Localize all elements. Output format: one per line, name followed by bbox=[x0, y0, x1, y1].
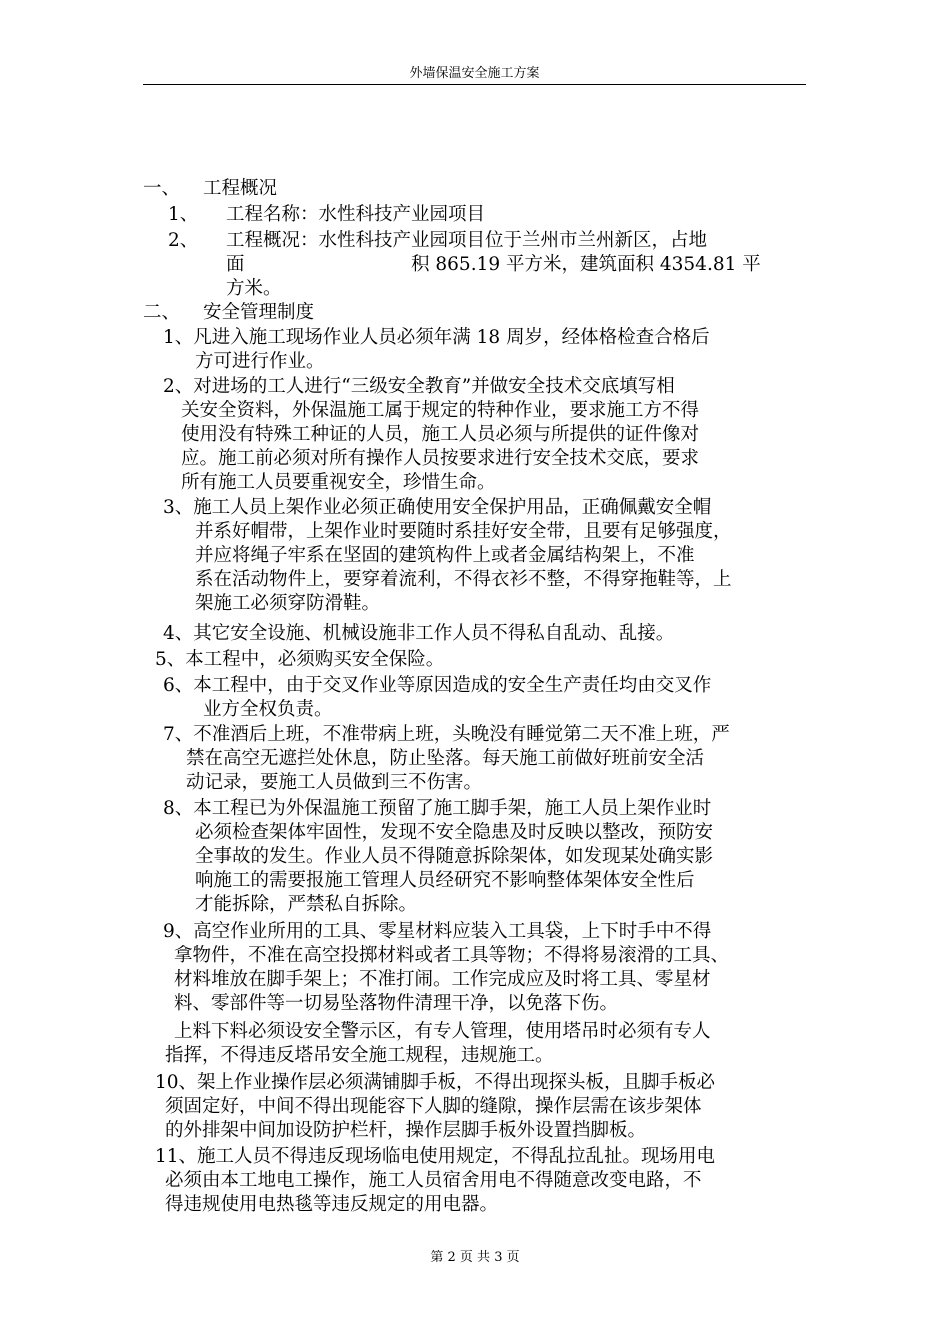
rule-9-line-1: 9、高空作业所用的工具、零星材料应装入工具袋，上下时手中不得 bbox=[163, 921, 712, 942]
rule-4-line-1: 4、其它安全设施、机械设施非工作人员不得私自乱动、乱接。 bbox=[163, 623, 675, 644]
rule-10-line-2: 须固定好，中间不得出现能容下人脚的缝隙，操作层需在该步架体 bbox=[165, 1096, 702, 1117]
s1-item-2-line-3: 方米。 bbox=[226, 278, 282, 299]
rule-8-line-2: 必须检查架体牢固性，发现不安全隐患及时反映以整改，预防安 bbox=[195, 822, 714, 843]
rule-9-line-5: 上料下料必须设安全警示区，有专人管理，使用塔吊时必须有专人 bbox=[174, 1021, 711, 1042]
s1-item-2-line-1: 工程概况：水性科技产业园项目位于兰州市兰州新区，占地 bbox=[226, 230, 708, 251]
section-1-heading: 工程概况 bbox=[203, 178, 278, 199]
rule-7-line-3: 动记录，要施工人员做到三不伤害。 bbox=[186, 772, 483, 793]
rule-9-line-2: 拿物件，不准在高空投掷材料或者工具等物；不得将易滚滑的工具、 bbox=[174, 945, 730, 966]
s1-item-2-line-2b: 积 865.19 平方米，建筑面积 4354.81 平 bbox=[411, 254, 761, 275]
rule-11-line-2: 必须由本工地电工操作，施工人员宿舍用电不得随意改变电路，不 bbox=[165, 1170, 702, 1191]
rule-8-line-1: 8、本工程已为外保温施工预留了施工脚手架，施工人员上架作业时 bbox=[163, 798, 712, 819]
page-footer: 第 2 页 共 3 页 bbox=[430, 1250, 520, 1265]
rule-3-line-2: 并系好帽带，上架作业时要随时系挂好安全带，且要有足够强度， bbox=[195, 521, 732, 542]
rule-7-line-1: 7、不准酒后上班，不准带病上班，头晚没有睡觉第二天不准上班，严 bbox=[163, 724, 730, 745]
rule-11-line-3: 得违规使用电热毯等违反规定的用电器。 bbox=[165, 1194, 499, 1215]
rule-5-line-1: 5、本工程中，必须购买安全保险。 bbox=[155, 649, 445, 670]
s1-item-2-number: 2、 bbox=[168, 230, 199, 251]
rule-1-line-1: 1、凡进入施工现场作业人员必须年满 18 周岁，经体格检查合格后 bbox=[163, 327, 710, 348]
rule-2-line-4: 应。施工前必须对所有操作人员按要求进行安全技术交底，要求 bbox=[181, 448, 700, 469]
s1-item-2-line-2a: 面 bbox=[226, 254, 245, 275]
rule-1-line-2: 方可进行作业。 bbox=[195, 351, 325, 372]
rule-6-line-2: 业方全权负责。 bbox=[203, 699, 333, 720]
rule-3-line-1: 3、施工人员上架作业必须正确使用安全保护用品，正确佩戴安全帽 bbox=[163, 497, 712, 518]
rule-9-line-4: 料、零部件等一切易坠落物件清理干净，以免落下伤。 bbox=[174, 993, 619, 1014]
rule-3-line-3: 并应将绳子牢系在坚固的建筑构件上或者金属结构架上，不准 bbox=[195, 545, 695, 566]
rule-2-line-3: 使用没有特殊工种证的人员，施工人员必须与所提供的证件像对 bbox=[181, 424, 700, 445]
rule-6-line-1: 6、本工程中，由于交叉作业等原因造成的安全生产责任均由交叉作 bbox=[163, 675, 712, 696]
section-2-heading: 安全管理制度 bbox=[203, 302, 315, 323]
s1-item-1-number: 1、 bbox=[168, 204, 199, 225]
rule-2-line-2: 关安全资料，外保温施工属于规定的特种作业，要求施工方不得 bbox=[181, 400, 700, 421]
rule-9-line-3: 材料堆放在脚手架上；不准打闹。工作完成应及时将工具、零星材 bbox=[174, 969, 711, 990]
rule-8-line-3: 全事故的发生。作业人员不得随意拆除架体，如发现某处确实影 bbox=[195, 846, 714, 867]
rule-8-line-4: 响施工的需要报施工管理人员经研究不影响整体架体安全性后 bbox=[195, 870, 695, 891]
rule-3-line-4: 系在活动物件上，要穿着流利，不得衣衫不整，不得穿拖鞋等，上 bbox=[195, 569, 732, 590]
rule-7-line-2: 禁在高空无遮拦处休息，防止坠落。每天施工前做好班前安全活 bbox=[186, 748, 705, 769]
section-2-number: 二、 bbox=[143, 302, 181, 323]
running-header: 外墙保温安全施工方案 bbox=[409, 66, 540, 81]
section-1-number: 一、 bbox=[143, 178, 181, 199]
s1-item-1-text: 工程名称：水性科技产业园项目 bbox=[226, 204, 486, 225]
rule-8-line-5: 才能拆除，严禁私自拆除。 bbox=[195, 894, 418, 915]
rule-10-line-3: 的外排架中间加设防护栏杆，操作层脚手板外设置挡脚板。 bbox=[165, 1120, 647, 1141]
rule-2-line-1: 2、对进场的工人进行“三级安全教育”并做安全技术交底填写相 bbox=[163, 376, 675, 397]
rule-3-line-5: 架施工必须穿防滑鞋。 bbox=[195, 593, 381, 614]
rule-10-line-1: 10、架上作业操作层必须满铺脚手板，不得出现探头板，且脚手板必 bbox=[155, 1072, 716, 1093]
rule-9-line-6: 指挥，不得违反塔吊安全施工规程，违规施工。 bbox=[165, 1045, 554, 1066]
rule-2-line-5: 所有施工人员要重视安全，珍惜生命。 bbox=[181, 472, 496, 493]
rule-11-line-1: 11、施工人员不得违反现场临电使用规定，不得乱拉乱扯。现场用电 bbox=[155, 1146, 716, 1167]
